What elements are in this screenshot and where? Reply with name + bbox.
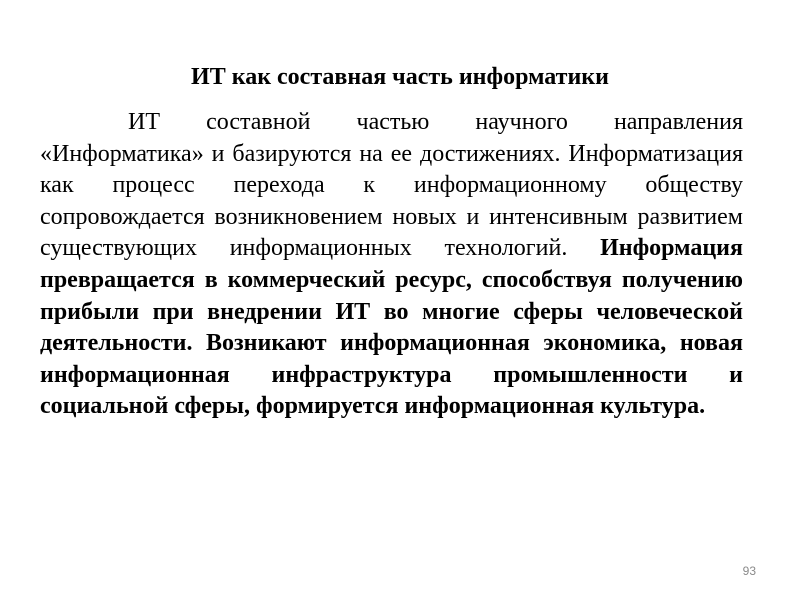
body-paragraph <box>40 107 743 423</box>
body-text-regular: ИТ составной частью научного направления «Информатика» и базируются на ее достижениях. Информатизация как процесс перехода к информационному обществу сопровождается возникновением новых и интенсивным развитием существующих информационных технологий. <box>40 109 743 262</box>
body-text-bold: Информация превращается в коммерческий ресурс, способствуя получению прибыли при внедрении ИТ во многие сферы человеческой деятельности. Возникают информационная экономика, новая информационная инфраструктура промышленности и социальной сферы, формируется информационная культура. <box>40 235 743 420</box>
page-number: 93 <box>742 564 756 578</box>
slide-title: ИТ как составная часть информатики <box>191 64 609 90</box>
